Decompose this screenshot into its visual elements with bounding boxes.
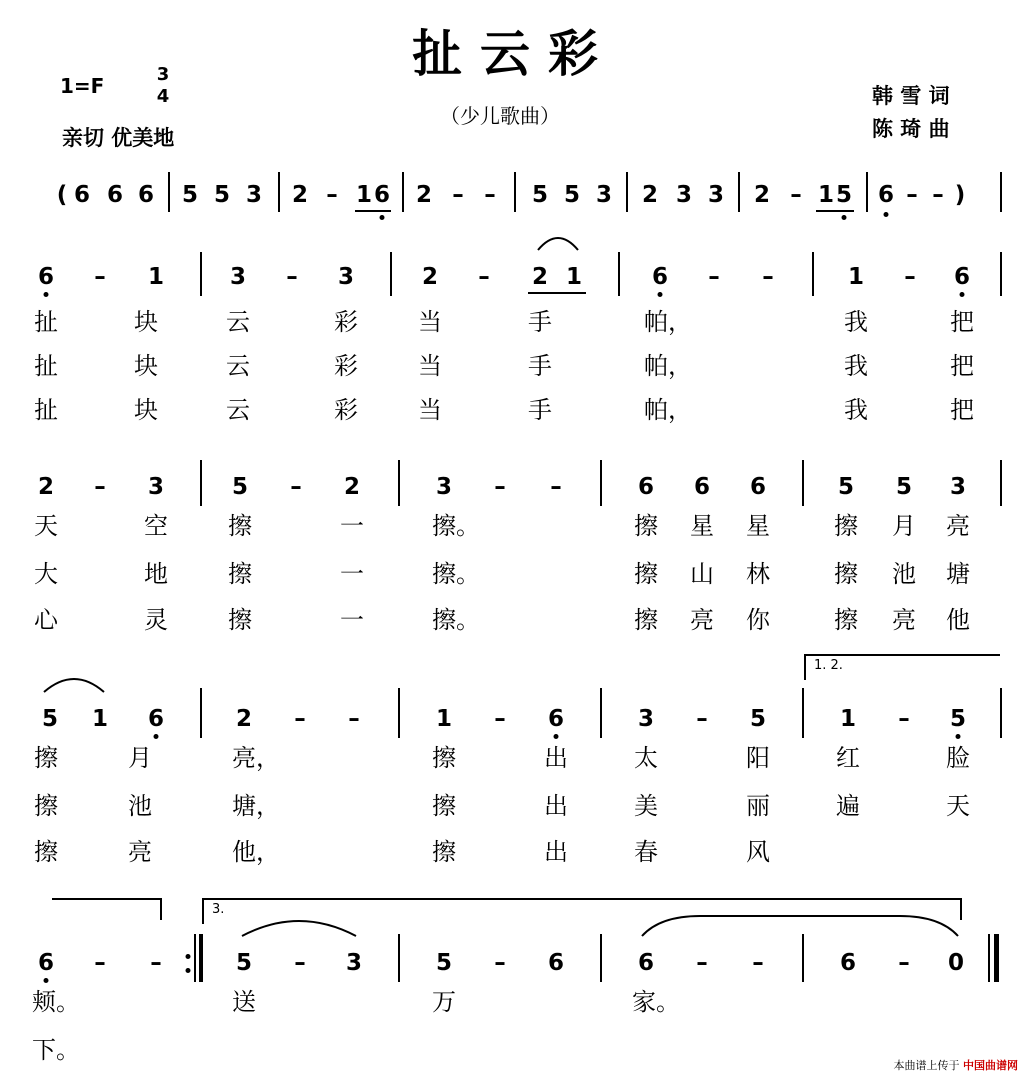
barline	[812, 252, 814, 296]
note: 5	[531, 182, 549, 208]
barline	[802, 934, 804, 982]
note: 5	[181, 182, 199, 208]
barline	[1000, 252, 1002, 296]
octave-dot	[554, 734, 559, 739]
lyric: 块	[134, 396, 158, 424]
score-line-4	[0, 902, 1028, 1068]
lyric: 云	[226, 352, 250, 380]
barline	[1000, 688, 1002, 738]
note: 2	[753, 182, 771, 208]
note: 3	[229, 264, 247, 290]
lyric: 亮	[128, 838, 152, 866]
note: 3	[949, 474, 967, 500]
volta-bracket-edge	[202, 898, 204, 924]
barline	[398, 460, 400, 506]
subtitle: （少儿歌曲）	[440, 104, 560, 128]
octave-dot	[44, 292, 49, 297]
note: 6	[37, 264, 55, 290]
note: 1	[91, 706, 109, 732]
barline	[600, 934, 602, 982]
note: 3	[595, 182, 613, 208]
lyric: 把	[950, 396, 974, 424]
note: 6	[637, 474, 655, 500]
volta-bracket-edge	[804, 654, 806, 680]
composer-credit: 陈 琦 曲	[872, 117, 950, 141]
underline	[816, 210, 854, 212]
note: –	[452, 182, 464, 208]
note: –	[790, 182, 802, 208]
lyric: 出	[544, 744, 568, 772]
note: –	[484, 182, 496, 208]
lyric: 春	[634, 838, 658, 866]
octave-dot	[658, 292, 663, 297]
note: –	[326, 182, 338, 208]
note: 6	[637, 950, 655, 976]
note: 1	[565, 264, 583, 290]
lyric: 出	[544, 792, 568, 820]
lyric: 我	[844, 308, 868, 336]
note: 2	[235, 706, 253, 732]
note: 2	[415, 182, 433, 208]
lyric: 星	[746, 512, 770, 540]
lyric: 大	[34, 560, 58, 588]
note: 5	[41, 706, 59, 732]
note: 6	[373, 182, 391, 208]
note: –	[696, 950, 708, 976]
lyric: 块	[134, 308, 158, 336]
note: –	[906, 182, 918, 208]
lyric: 彩	[334, 308, 358, 336]
octave-dot	[842, 215, 847, 220]
time-signature	[150, 64, 176, 108]
lyric: 当	[418, 308, 442, 336]
lyric: 彩	[334, 352, 358, 380]
note: –	[348, 706, 360, 732]
note: 6	[953, 264, 971, 290]
final-barline-thick	[994, 934, 999, 982]
note: –	[904, 264, 916, 290]
lyric: 灵	[144, 606, 168, 634]
note: 6	[839, 950, 857, 976]
lyric: 红	[836, 744, 860, 772]
note: 1	[847, 264, 865, 290]
note: 5	[837, 474, 855, 500]
note: 2	[531, 264, 549, 290]
note: 5	[749, 706, 767, 732]
barline	[618, 252, 620, 296]
lyric: 块	[134, 352, 158, 380]
barline	[738, 172, 740, 212]
barline	[514, 172, 516, 212]
lyric: 擦	[228, 560, 252, 588]
lyric: 手	[528, 352, 552, 380]
note: 2	[343, 474, 361, 500]
lyric: 林	[746, 560, 770, 588]
note: 6	[73, 182, 91, 208]
volta-bracket	[52, 898, 162, 900]
barline	[168, 172, 170, 212]
octave-dot	[44, 978, 49, 983]
site-logo[interactable]: 中国曲谱网	[963, 1059, 1018, 1072]
meter-denominator: 4	[156, 86, 170, 107]
note: 5	[231, 474, 249, 500]
note: –	[290, 474, 302, 500]
lyric: 擦	[834, 560, 858, 588]
note: 3	[245, 182, 263, 208]
note: 6	[651, 264, 669, 290]
note: –	[696, 706, 708, 732]
lyric: 风	[746, 838, 770, 866]
lyric: 丽	[746, 792, 770, 820]
note: 2	[641, 182, 659, 208]
lyric: 星	[690, 512, 714, 540]
barline	[1000, 172, 1002, 212]
lyric: 擦	[228, 512, 252, 540]
note: 1	[817, 182, 835, 208]
lyric: 擦	[432, 838, 456, 866]
note: 1	[435, 706, 453, 732]
note: 6	[147, 706, 165, 732]
lyric: 擦	[34, 744, 58, 772]
lyric: 池	[128, 792, 152, 820]
note: 6	[106, 182, 124, 208]
lyric: 地	[144, 560, 168, 588]
note: 0	[947, 950, 965, 976]
barline	[1000, 460, 1002, 506]
lyric: 送	[232, 988, 256, 1016]
lyric: 手	[528, 396, 552, 424]
slur	[536, 232, 580, 252]
final-barline	[988, 934, 990, 982]
lyric: 太	[634, 744, 658, 772]
score-line-3	[0, 658, 1028, 874]
score-line-1	[0, 262, 1028, 432]
footer-prefix: 本曲谱上传于	[893, 1059, 960, 1072]
lyric: 颊。	[32, 988, 80, 1016]
volta-bracket	[202, 898, 962, 900]
lyric: 云	[226, 308, 250, 336]
octave-dot	[960, 292, 965, 297]
lyric: 你	[746, 606, 770, 634]
note: 3	[435, 474, 453, 500]
note: 3	[707, 182, 725, 208]
lyric: 擦	[834, 512, 858, 540]
note: 1	[355, 182, 373, 208]
lyric: 万	[432, 988, 456, 1016]
lyric: 山	[690, 560, 714, 588]
note: –	[294, 950, 306, 976]
lyric: 帕，	[644, 308, 692, 336]
note: 5	[235, 950, 253, 976]
lyric: 扯	[34, 308, 58, 336]
lyric: 一	[340, 560, 364, 588]
note: 3	[345, 950, 363, 976]
lyric: 擦	[432, 792, 456, 820]
volta-bracket-edge	[160, 898, 162, 920]
lyric: 亮	[690, 606, 714, 634]
song-title: 扯云彩	[412, 25, 616, 83]
lyric: 出	[544, 838, 568, 866]
lyric: 把	[950, 352, 974, 380]
note: –	[898, 950, 910, 976]
note: –	[294, 706, 306, 732]
note: 6	[547, 950, 565, 976]
note: 3	[147, 474, 165, 500]
lyricist-credit: 韩 雪 词	[872, 84, 950, 108]
lyric: 云	[226, 396, 250, 424]
lyric: 擦	[228, 606, 252, 634]
note: 6	[693, 474, 711, 500]
lyric: 当	[418, 396, 442, 424]
note: –	[478, 264, 490, 290]
lyric: 擦。	[432, 512, 480, 540]
repeat-dot	[186, 954, 191, 959]
tempo-marking: 亲切 优美地	[62, 126, 175, 150]
note: 2	[37, 474, 55, 500]
tie	[640, 914, 960, 938]
lyric: 擦	[432, 744, 456, 772]
barline	[390, 252, 392, 296]
note: –	[94, 264, 106, 290]
note: 6	[749, 474, 767, 500]
underline	[355, 210, 391, 212]
octave-dot	[884, 212, 889, 217]
lyric: 扯	[34, 396, 58, 424]
note: –	[494, 706, 506, 732]
note: –	[550, 474, 562, 500]
note: 5	[213, 182, 231, 208]
note: 1	[147, 264, 165, 290]
lyric: 彩	[334, 396, 358, 424]
lyric: 把	[950, 308, 974, 336]
lyric: 阳	[746, 744, 770, 772]
barline	[278, 172, 280, 212]
barline	[802, 460, 804, 506]
note: 3	[337, 264, 355, 290]
note: 5	[435, 950, 453, 976]
volta-bracket	[804, 654, 1000, 656]
intro-close-paren: )	[954, 182, 966, 208]
lyric: 亮	[892, 606, 916, 634]
note: 5	[895, 474, 913, 500]
lyric: 一	[340, 512, 364, 540]
lyric: 擦	[634, 560, 658, 588]
note: –	[94, 474, 106, 500]
lyric: 亮	[946, 512, 970, 540]
note: –	[932, 182, 944, 208]
lyric: 美	[634, 792, 658, 820]
lyric: 月	[128, 744, 152, 772]
note: 6	[877, 182, 895, 208]
note: 2	[421, 264, 439, 290]
note: –	[898, 706, 910, 732]
barline	[200, 252, 202, 296]
lyric: 池	[892, 560, 916, 588]
note: 6	[547, 706, 565, 732]
lyric: 塘，	[232, 792, 280, 820]
lyric: 脸	[946, 744, 970, 772]
repeat-barline-thick	[199, 934, 203, 982]
lyric: 擦	[34, 838, 58, 866]
lyric: 他	[946, 606, 970, 634]
volta-label: 1. 2.	[814, 658, 843, 673]
lyric: 我	[844, 352, 868, 380]
note: 5	[835, 182, 853, 208]
lyric: 一	[340, 606, 364, 634]
lyric: 月	[892, 512, 916, 540]
volta-label: 3.	[212, 902, 225, 917]
repeat-dot	[186, 968, 191, 973]
lyric: 擦	[834, 606, 858, 634]
intro-line	[0, 180, 1028, 230]
note: –	[494, 950, 506, 976]
lyric: 亮，	[232, 744, 280, 772]
barline	[200, 688, 202, 738]
note: 6	[37, 950, 55, 976]
source-footer	[894, 1057, 1019, 1073]
note: –	[150, 950, 162, 976]
barline	[200, 460, 202, 506]
note: –	[708, 264, 720, 290]
lyric: 擦	[34, 792, 58, 820]
slur	[240, 914, 358, 938]
meter-numerator: 3	[156, 64, 170, 85]
key-signature: 1=F	[60, 74, 105, 98]
barline	[600, 688, 602, 738]
lyric: 遍	[836, 792, 860, 820]
note: 5	[563, 182, 581, 208]
note: 2	[291, 182, 309, 208]
lyric: 心	[34, 606, 58, 634]
barline	[866, 172, 868, 212]
lyric: 天	[34, 512, 58, 540]
lyric: 擦。	[432, 560, 480, 588]
octave-dot	[380, 215, 385, 220]
note: 1	[839, 706, 857, 732]
lyric: 擦	[634, 606, 658, 634]
note: –	[94, 950, 106, 976]
octave-dot	[154, 734, 159, 739]
volta-bracket-edge	[960, 898, 962, 920]
lyric: 擦	[634, 512, 658, 540]
barline	[402, 172, 404, 212]
barline	[398, 688, 400, 738]
lyric: 帕，	[644, 352, 692, 380]
score-line-2	[0, 472, 1028, 642]
lyric: 当	[418, 352, 442, 380]
lyric: 他，	[232, 838, 280, 866]
underline	[528, 292, 586, 294]
lyric: 家。	[632, 988, 680, 1016]
lyric: 下。	[32, 1036, 80, 1064]
octave-dot	[956, 734, 961, 739]
barline	[802, 688, 804, 738]
note: 3	[637, 706, 655, 732]
note: –	[752, 950, 764, 976]
note: 5	[949, 706, 967, 732]
note: –	[494, 474, 506, 500]
lyric: 擦。	[432, 606, 480, 634]
barline	[398, 934, 400, 982]
lyric: 手	[528, 308, 552, 336]
lyric: 我	[844, 396, 868, 424]
lyric: 塘	[946, 560, 970, 588]
note: –	[286, 264, 298, 290]
note: 6	[137, 182, 155, 208]
note: –	[762, 264, 774, 290]
repeat-barline	[194, 934, 196, 982]
barline	[600, 460, 602, 506]
lyric: 空	[144, 512, 168, 540]
lyric: 帕，	[644, 396, 692, 424]
lyric: 天	[946, 792, 970, 820]
barline	[626, 172, 628, 212]
slur	[42, 672, 106, 694]
lyric: 扯	[34, 352, 58, 380]
intro-open-paren: (	[56, 182, 68, 208]
note: 3	[675, 182, 693, 208]
